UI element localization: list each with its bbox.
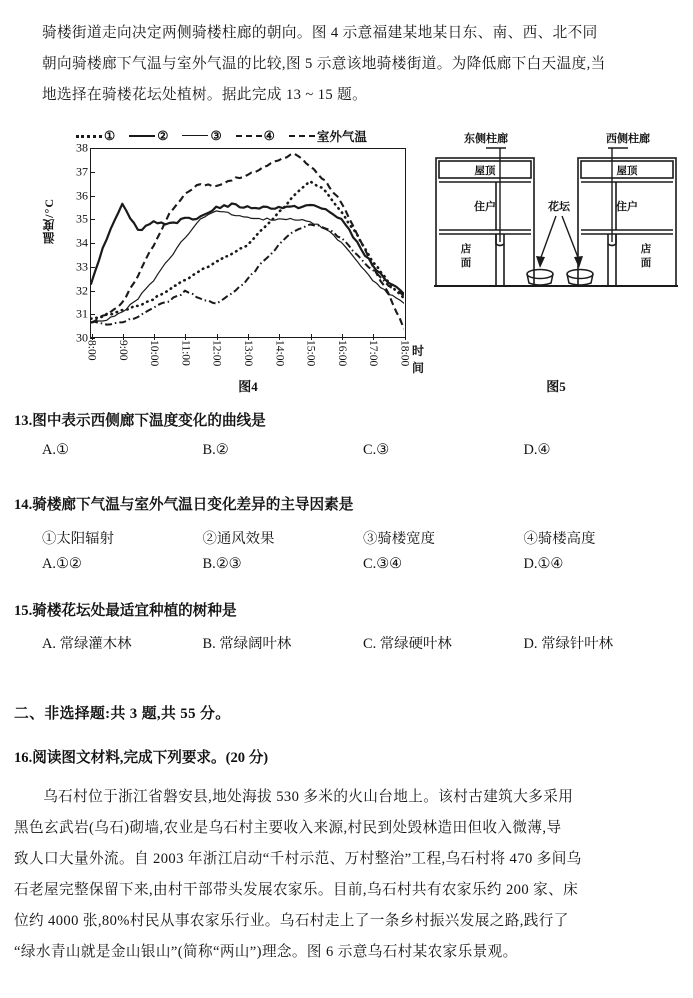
- y-tick-37: 37: [76, 164, 88, 179]
- figure-5-caption: 图5: [546, 379, 566, 394]
- q13-option-c[interactable]: C.③: [363, 442, 390, 458]
- question-15: [14, 598, 684, 653]
- legend-label-4: ④: [263, 129, 275, 143]
- right-roof-label: 屋顶: [616, 165, 638, 177]
- x-tick-14-00: 14:00: [273, 340, 286, 367]
- chart-curves: [91, 149, 404, 336]
- x-tickmark-4: [217, 334, 218, 340]
- thin-line-icon: [182, 132, 208, 140]
- temperature-chart: [38, 126, 425, 396]
- q16-body-line-3: 致人口大量外流。自 2003 年浙江启动“千村示范、万村整治”工程,乌石村将 470 多间乌: [14, 851, 582, 867]
- x-tick-17-00: 17:00: [367, 340, 380, 367]
- x-tick-8-00: 8:00: [85, 340, 98, 361]
- section-2-heading: 二、非选择题:共 3 题,共 55 分。: [14, 706, 231, 722]
- x-tickmark-7: [311, 334, 312, 340]
- q16-body-line-2: 黑色玄武岩(乌石)砌墙,农业是乌石村主要收入来源,村民到处毁林造田但收入微薄,导: [14, 820, 562, 836]
- q15-option-d[interactable]: D. 常绿针叶林: [523, 636, 614, 652]
- y-tick-31: 31: [76, 306, 88, 321]
- x-tick-16-00: 16:00: [335, 340, 348, 367]
- left-shop-label-char1: 店: [460, 243, 472, 255]
- y-tick-30: 30: [76, 330, 88, 345]
- question-14: [14, 492, 684, 573]
- q13-option-a[interactable]: A.①: [42, 442, 69, 458]
- q13-option-b[interactable]: B.②: [202, 442, 229, 458]
- q16-body-line-5: 位约 4000 张,80%村民从事农家乐行业。乌石村走上了一条乡村振兴发展之路,践行了: [14, 913, 569, 929]
- y-tickmark-36: [90, 196, 95, 197]
- y-axis-label: 温度/°C: [42, 198, 56, 244]
- y-tick-36: 36: [76, 188, 88, 202]
- x-tickmark-9: [373, 334, 374, 340]
- x-tickmark-5: [248, 334, 249, 340]
- q14-factor-2: ②通风效果: [202, 531, 275, 547]
- dash-dot-line-icon: [236, 132, 262, 140]
- q15-option-a[interactable]: A. 常绿灌木林: [42, 636, 132, 652]
- dashed-line-icon: [289, 132, 315, 140]
- legend-label-2: ②: [157, 129, 169, 143]
- legend-label-outdoor: 室外气温: [316, 130, 367, 144]
- legend-item-2: [129, 128, 168, 144]
- q14-option-c[interactable]: C.③④: [363, 556, 402, 572]
- y-tick-35: 35: [76, 211, 88, 226]
- legend-item-outdoor: [289, 127, 367, 145]
- question-15-stem: 15.骑楼花坛处最适宜种植的树种是: [14, 603, 237, 619]
- chart-legend: [76, 126, 406, 146]
- question-16-stem: 16.阅读图文材料,完成下列要求。(20 分): [14, 750, 269, 766]
- x-tickmark-2: [154, 334, 155, 340]
- q16-body-line-1: 乌石村位于浙江省磐安县,地处海拔 530 多米的火山台地上。该村古建筑大多采用: [43, 789, 574, 805]
- x-tick-13-00: 13:00: [242, 340, 254, 367]
- y-axis-ticks: [58, 140, 88, 345]
- q15-option-b[interactable]: B. 常绿阔叶林: [202, 636, 292, 652]
- y-tickmark-32: [90, 291, 95, 292]
- question-14-factors: [14, 527, 684, 548]
- y-tickmark-35: [90, 219, 95, 220]
- y-tickmark-37: [90, 172, 95, 173]
- x-tickmark-1: [123, 334, 124, 340]
- question-13: [14, 408, 684, 459]
- left-residents-label: 住户: [474, 201, 496, 213]
- q14-option-b[interactable]: B.②③: [202, 556, 242, 572]
- right-shop-label-char2: 面: [640, 257, 652, 269]
- question-14-options: [14, 556, 684, 573]
- q14-option-d[interactable]: D.①④: [523, 556, 564, 572]
- west-colonnade-label: 西侧柱廊: [606, 133, 650, 145]
- x-tick-9-00: 9:00: [116, 340, 129, 361]
- question-13-stem: 13.图中表示西侧廊下温度变化的曲线是: [14, 413, 266, 429]
- x-tick-18-00: 18:00: [398, 340, 411, 367]
- q14-factor-1: ①太阳辐射: [42, 531, 114, 547]
- chart-plot-area: [90, 148, 406, 338]
- x-tickmark-0: [92, 334, 93, 340]
- x-tickmark-8: [342, 334, 343, 340]
- q14-factor-3: ③骑楼宽度: [363, 531, 435, 547]
- solid-line-icon: [129, 132, 155, 140]
- y-tick-38: 38: [76, 140, 88, 155]
- left-roof-label: 屋顶: [474, 165, 496, 177]
- y-tick-32: 32: [76, 283, 88, 297]
- legend-item-3: [182, 128, 221, 144]
- y-tickmark-33: [90, 267, 95, 268]
- x-tickmark-3: [185, 334, 186, 340]
- right-shop-label-char1: 店: [640, 243, 652, 255]
- question-13-options: [14, 442, 684, 459]
- intro-paragraph: [42, 18, 654, 111]
- right-residents-label: 住户: [616, 201, 638, 213]
- intro-line-1: 骑楼街道走向决定两侧骑楼柱廊的朝向。图 4 示意福建某地某日东、南、西、北不同: [42, 25, 598, 41]
- y-tick-34: 34: [76, 235, 88, 250]
- question-16-body: [14, 782, 682, 968]
- x-tickmark-6: [279, 334, 280, 340]
- left-shop-label-char2: 面: [460, 257, 472, 269]
- question-14-stem: 14.骑楼廊下气温与室外气温日变化差异的主导因素是: [14, 497, 354, 513]
- street-diagram: [420, 126, 692, 396]
- legend-label-1: ①: [104, 129, 116, 143]
- y-tickmark-34: [90, 243, 95, 244]
- x-tick-10-00: 10:00: [148, 340, 161, 367]
- q13-option-d[interactable]: D.④: [523, 442, 551, 458]
- x-tickmark-10: [405, 334, 406, 340]
- figure-4-caption: 图4: [238, 379, 258, 394]
- q15-option-c[interactable]: C. 常绿硬叶林: [363, 636, 452, 652]
- series-curve-1: [91, 181, 404, 318]
- planter-label: 花坛: [548, 201, 570, 213]
- x-axis-label: 时间: [412, 344, 425, 375]
- intro-line-3: 地选择在骑楼花坛处植树。据此完成 13 ~ 15 题。: [42, 87, 368, 103]
- x-tick-15-00: 15:00: [304, 340, 317, 367]
- x-tick-11-00: 11:00: [179, 340, 192, 366]
- question-15-options: [14, 632, 684, 653]
- q16-body-line-6: “绿水青山就是金山银山”(简称“两山”)理念。图 6 示意乌石村某农家乐景观。: [14, 944, 518, 960]
- figures-row: [20, 126, 680, 396]
- x-tick-12-00: 12:00: [210, 340, 223, 367]
- legend-item-4: [236, 128, 275, 144]
- dotted-line-icon: [76, 132, 102, 140]
- y-tickmark-31: [90, 314, 95, 315]
- east-colonnade-label: 东侧柱廊: [464, 133, 508, 145]
- y-tick-33: 33: [76, 259, 88, 274]
- q14-option-a[interactable]: A.①②: [42, 556, 82, 572]
- y-tickmark-30: [90, 338, 95, 339]
- q14-factor-4: ④骑楼高度: [523, 531, 596, 547]
- y-tickmark-38: [90, 148, 95, 149]
- intro-line-2: 朝向骑楼廊下气温与室外气温的比较,图 5 示意该地骑楼街道。为降低廊下白天温度,当: [42, 56, 606, 72]
- q16-body-line-4: 石老屋完整保留下来,由村干部带头发展农家乐。目前,乌石村共有农家乐约 200 家、床: [14, 882, 579, 898]
- legend-label-3: ③: [210, 129, 222, 143]
